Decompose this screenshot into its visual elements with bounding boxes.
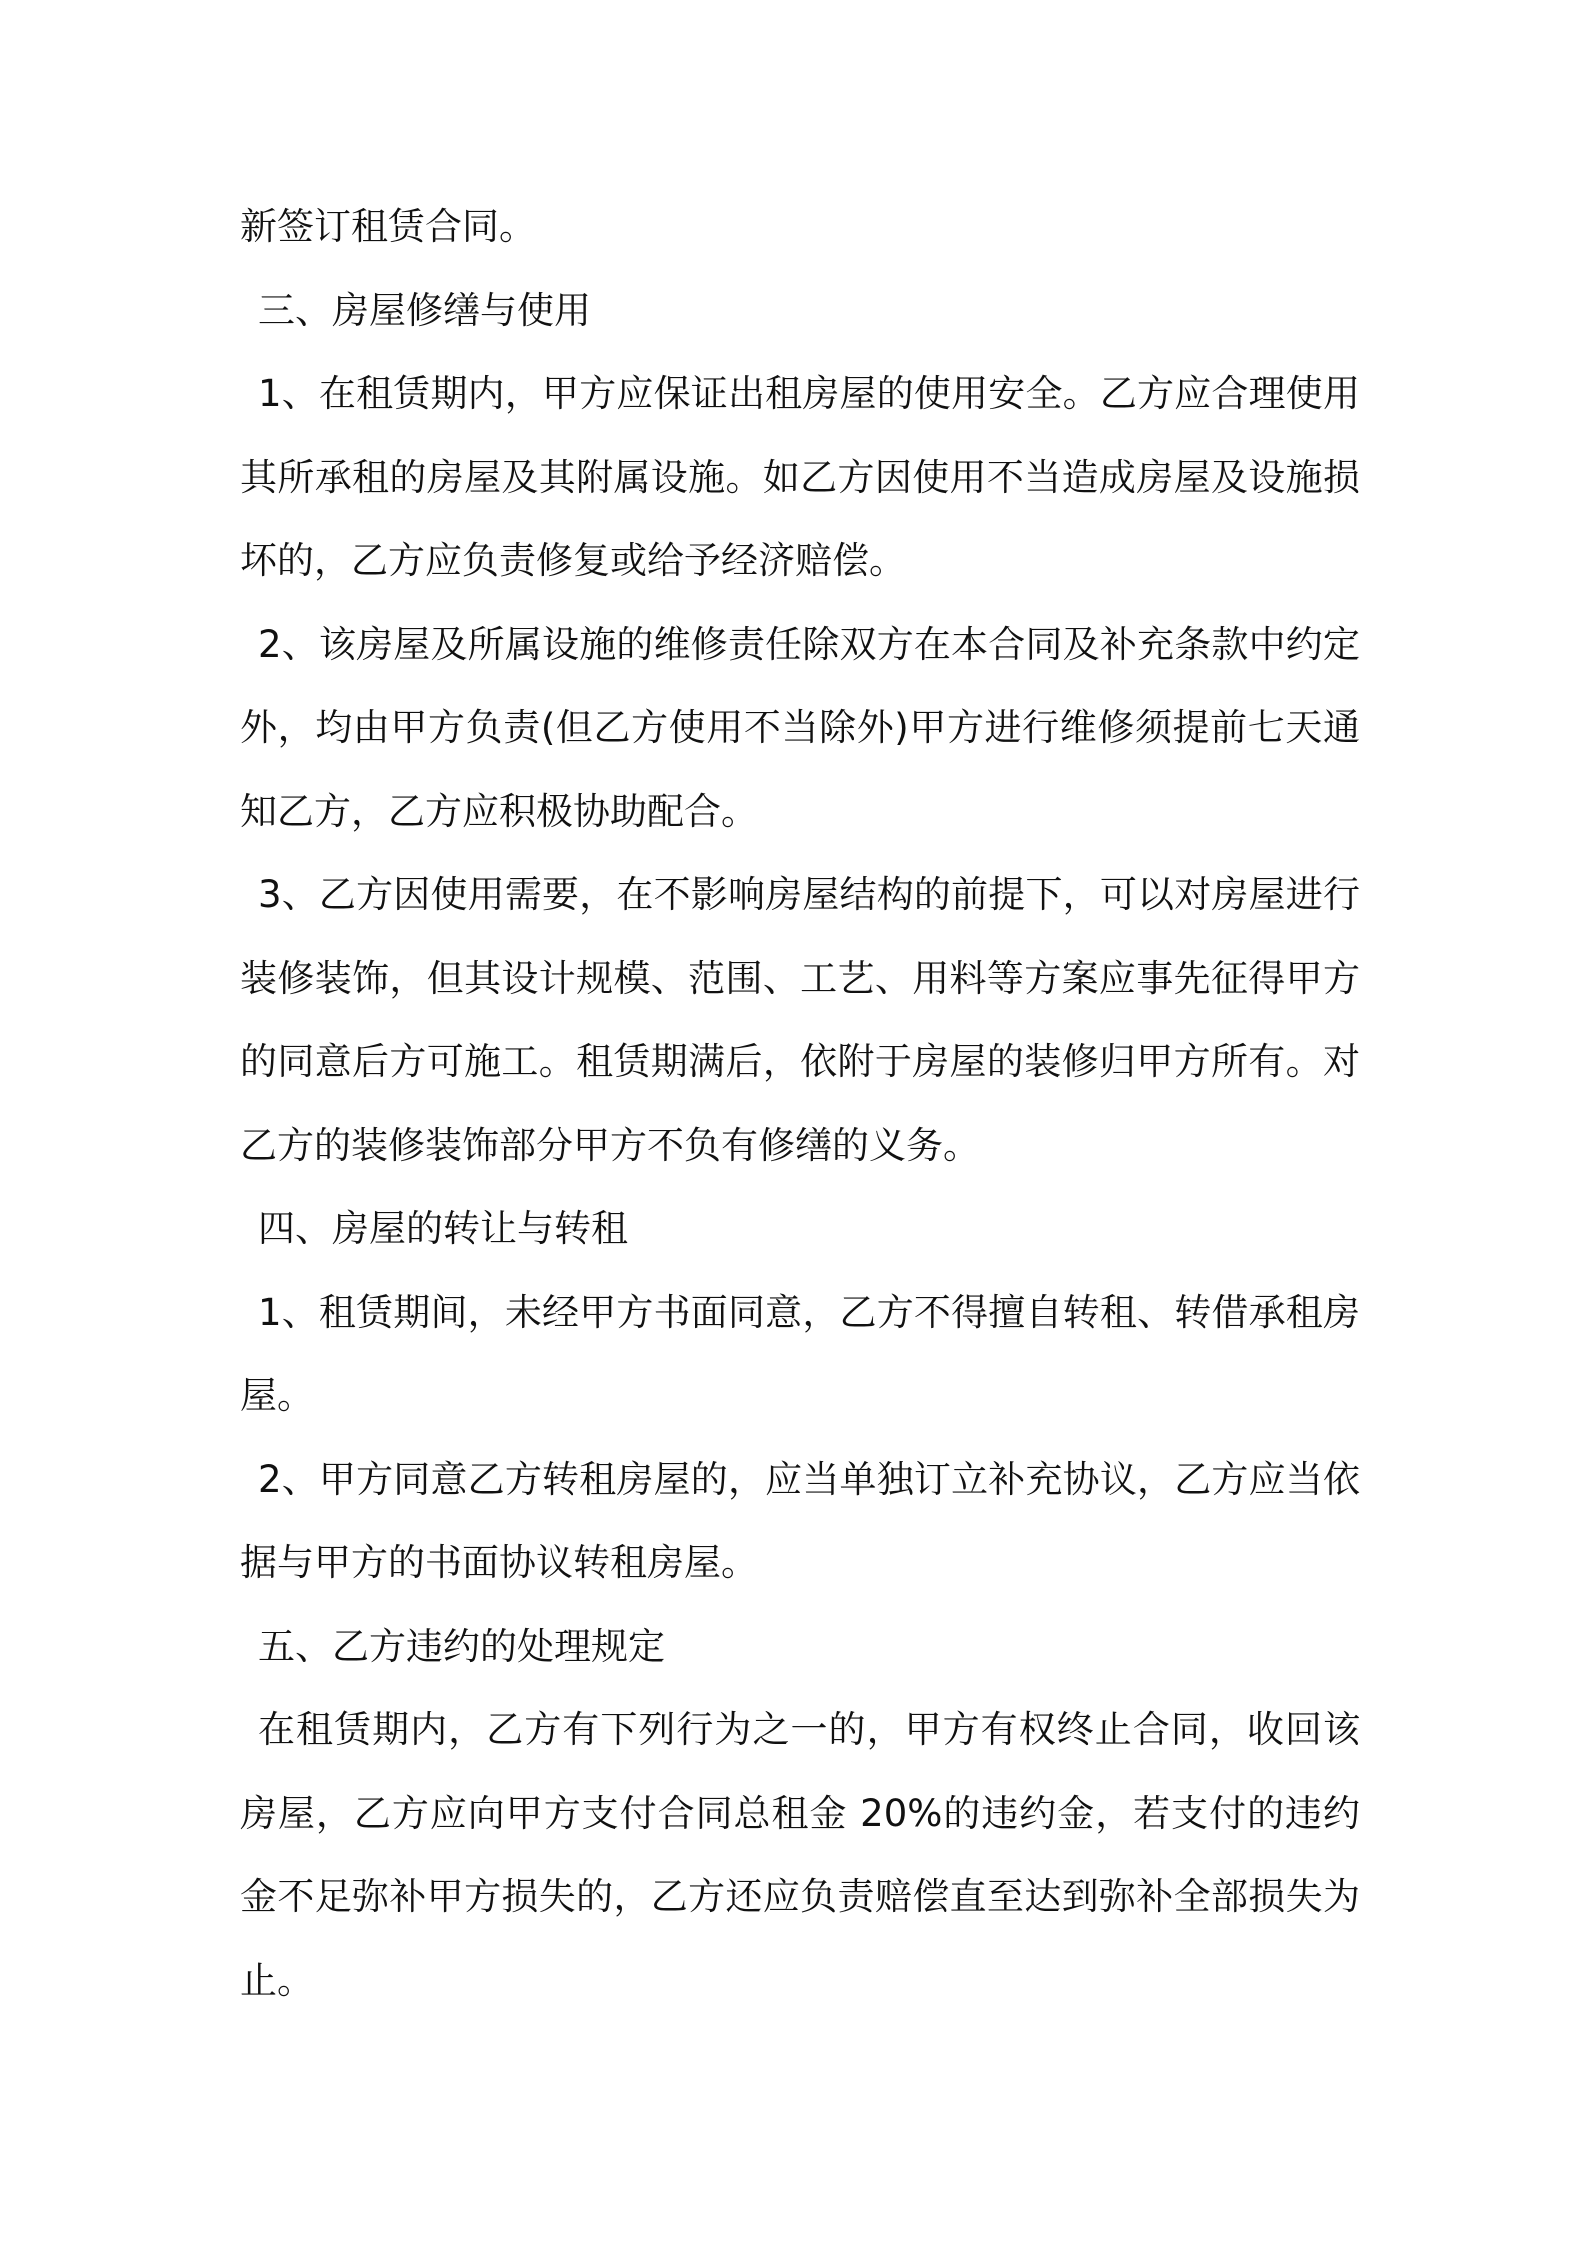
section-heading-4: 四、房屋的转让与转租 [258, 1207, 628, 1250]
clause-3-1: 1、在租赁期内，甲方应保证出租房屋的使用安全。乙方应合理使用其所承租的房屋及其附属设施。如乙方因使用不当造成房屋及设施损坏的，乙方应负责修复或给予经济赔偿。 [240, 372, 1360, 582]
clause-4-2: 2、甲方同意乙方转租房屋的，应当单独订立补充协议，乙方应当依据与甲方的书面协议转租房屋。 [240, 1457, 1360, 1584]
clause-3-2: 2、该房屋及所属设施的维修责任除双方在本合同及补充条款中约定外，均由甲方负责(但乙方使用不当除外)甲方进行维修须提前七天通知乙方，乙方应积极协助配合。 [240, 622, 1360, 833]
clause-5-body: 在租赁期内，乙方有下列行为之一的，甲方有权终止合同，收回该房屋，乙方应向甲方支付合同总租金 20%的违约金，若支付的违约金不足弥补甲方损失的，乙方还应负责赔偿直至达到弥补全部损失为止。 [240, 1708, 1360, 2002]
clause-3-3: 3、乙方因使用需要，在不影响房屋结构的前提下，可以对房屋进行装修装饰，但其设计规模、范围、工艺、用料等方案应事先征得甲方的同意后方可施工。租赁期满后，依附于房屋的装修归甲方所有。对乙方的装修装饰部分甲方不负有修缮的义务。 [240, 873, 1360, 1167]
section-heading-5: 五、乙方违约的处理规定 [258, 1624, 665, 1668]
section-heading-3: 三、房屋修缮与使用 [258, 288, 591, 332]
clause-4-1: 1、租赁期间，未经甲方书面同意，乙方不得擅自转租、转借承租房屋。 [240, 1290, 1360, 1417]
paragraph-continuation: 新签订租赁合同。 [240, 205, 536, 248]
document-body [240, 185, 1360, 2022]
